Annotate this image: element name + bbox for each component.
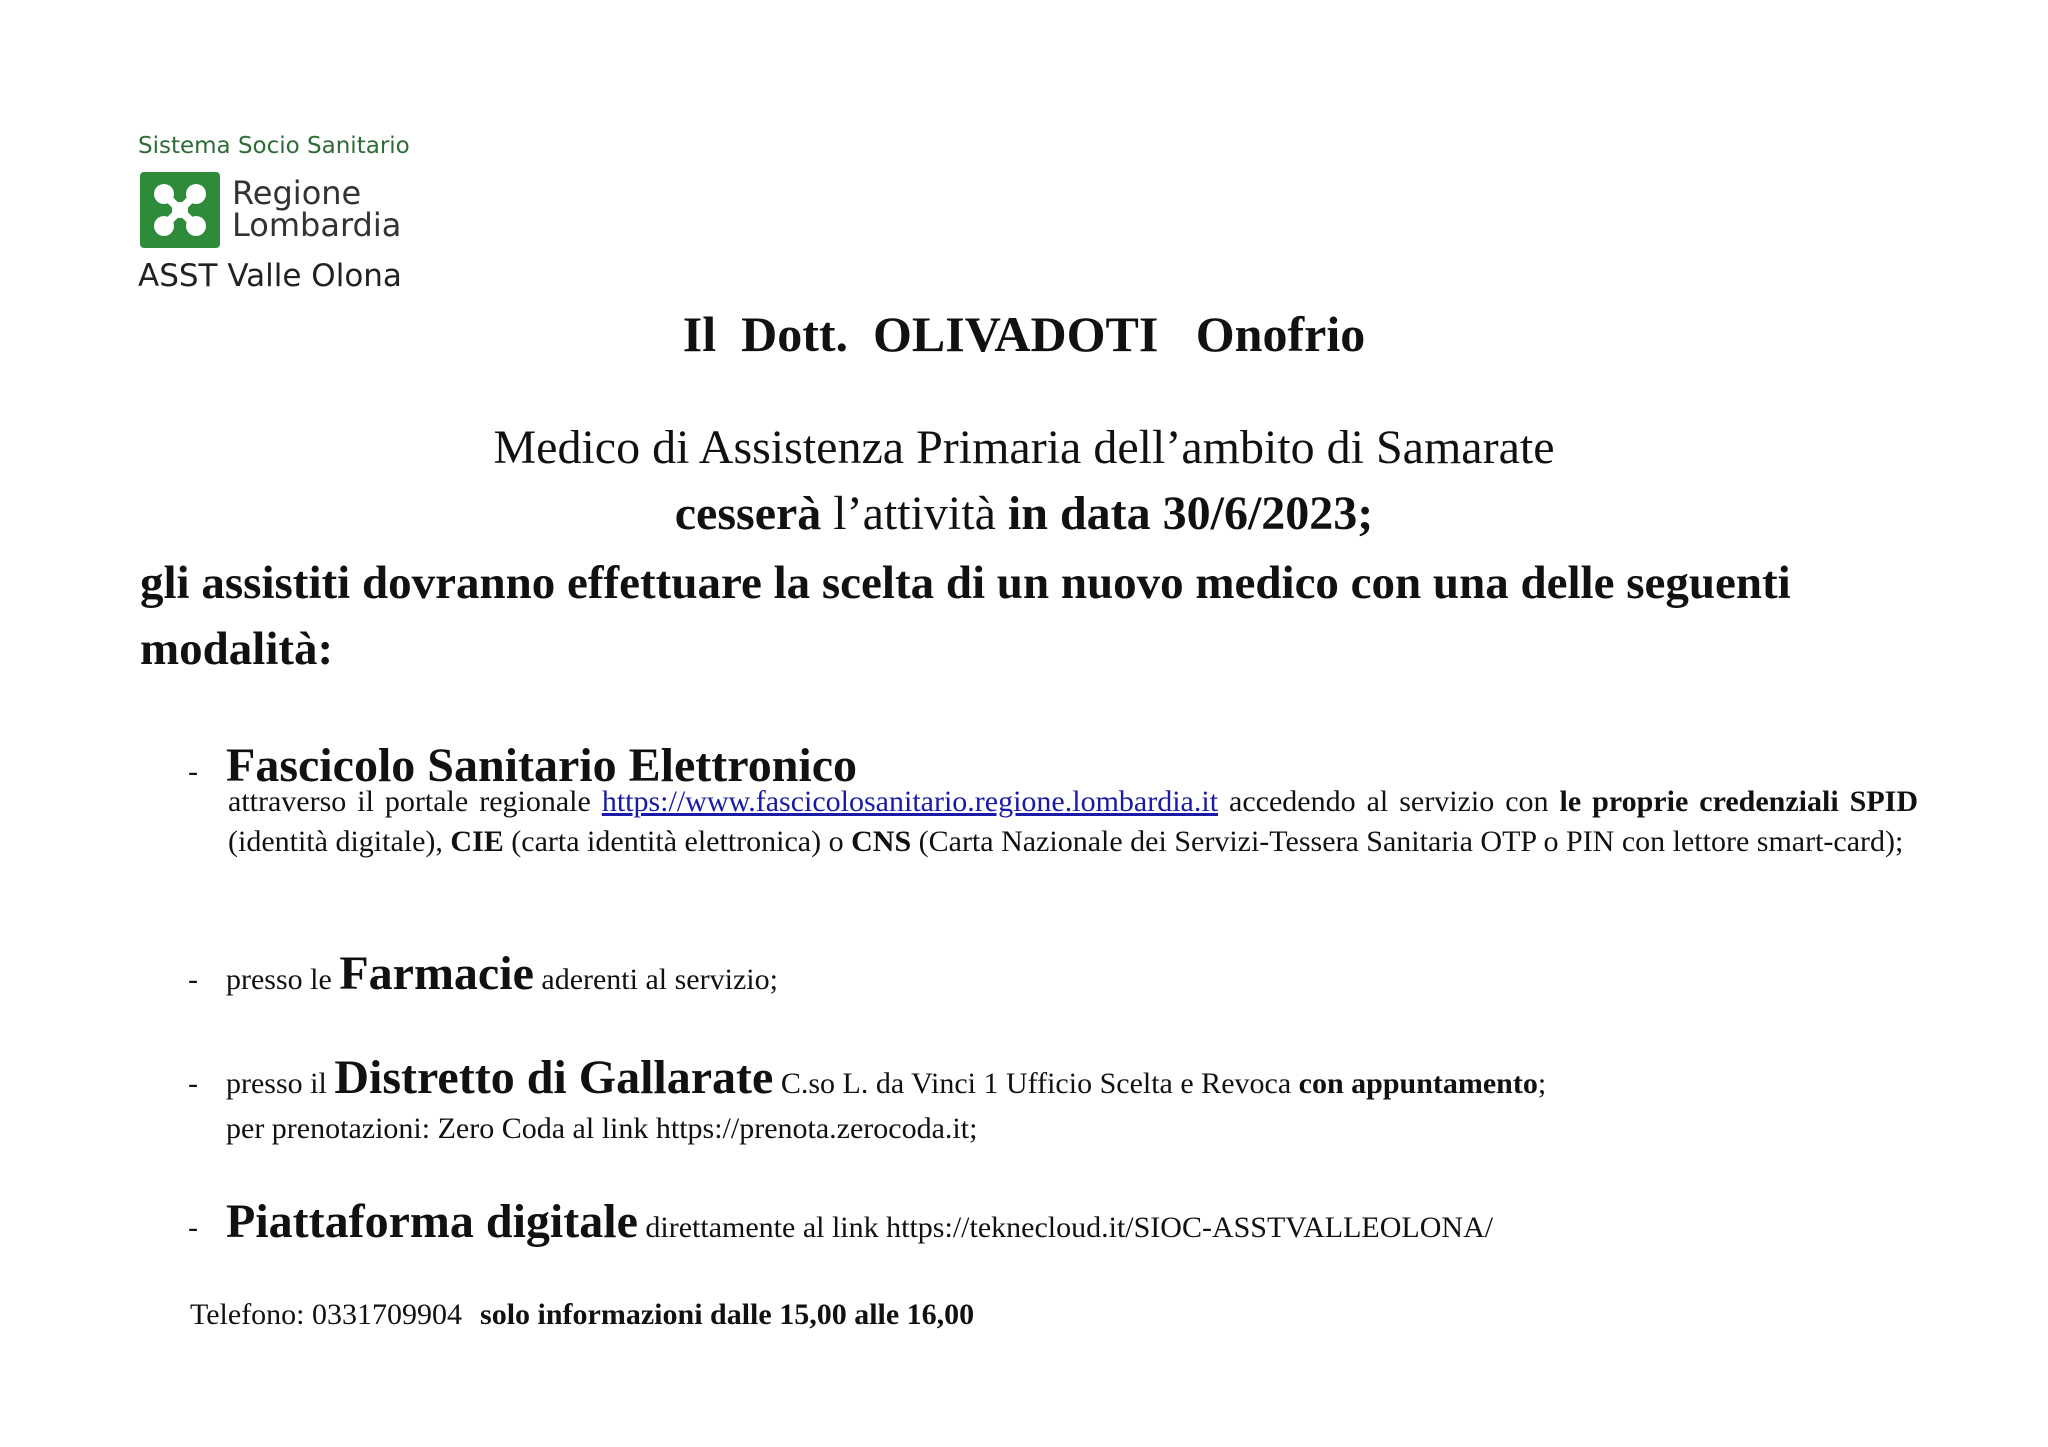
cessation-line (0, 486, 2048, 541)
farmacie-post: aderenti al servizio; (533, 963, 778, 996)
fse-portal-link[interactable]: https://www.fascicolosanitario.regione.lombardia.it (601, 785, 1219, 818)
bullet-dash: - (188, 1067, 198, 1100)
distretto-end: ; (1537, 1067, 1547, 1100)
farmacie-item (188, 946, 778, 1001)
bullet-dash: - (188, 1211, 198, 1244)
fse-heading: Fascicolo Sanitario Elettronico (226, 739, 858, 792)
logo-name-line2: Lombardia (232, 206, 402, 244)
piattaforma-item (188, 1194, 1493, 1249)
distretto-item (188, 1050, 1546, 1105)
fse-description (228, 782, 1918, 862)
regione-lombardia-logo-icon (140, 172, 220, 248)
fse-p4: (carta identità elettronica) o (503, 825, 852, 858)
footer-contact (190, 1298, 974, 1332)
footer-note: solo informazioni dalle 15,00 alle 16,00 (480, 1298, 975, 1331)
piattaforma-heading: Piattaforma digitale (226, 1195, 638, 1248)
fse-p1: attraverso il portale regionale (228, 785, 602, 818)
fse-b3: CNS (851, 825, 912, 858)
intro-text: gli assistiti dovranno effettuare la scelta di un nuovo medico con una delle seguenti modalità: (140, 557, 1791, 675)
page-title: Il Dott. OLIVADOTI Onofrio (682, 306, 1366, 362)
fse-p5: (Carta Nazionale dei Servizi-Tessera Sanitaria OTP o PIN con lettore smart-card); (911, 825, 1904, 858)
doctor-role: Medico di Assistenza Primaria dell’ambito di Samarate (493, 421, 1555, 474)
bullet-dash: - (188, 963, 198, 996)
cessation-date: in data 30/6/2023; (1007, 487, 1374, 540)
distretto-pre: presso il (226, 1067, 335, 1100)
logo-name (232, 174, 452, 244)
fse-b1: le proprie credenziali SPID (1559, 785, 1919, 818)
piattaforma-post: direttamente al link https://teknecloud.it/SIOC-ASSTVALLEOLONA/ (637, 1211, 1494, 1244)
distretto-heading: Distretto di Gallarate (334, 1051, 774, 1104)
cessation-mid: l’attività (821, 487, 1008, 540)
logo-asst: ASST Valle Olona (138, 258, 402, 294)
farmacie-pre: presso le (226, 963, 340, 996)
fse-p2: accedendo al servizio con (1218, 785, 1560, 818)
bullet-dash: - (188, 755, 198, 788)
logo-top-text: Sistema Socio Sanitario (138, 133, 410, 159)
footer-phone: Telefono: 0331709904 (190, 1298, 463, 1331)
fse-b2: CIE (450, 825, 504, 858)
farmacie-heading: Farmacie (339, 947, 534, 1000)
distretto-bold: con appuntamento (1298, 1067, 1538, 1100)
logo-name-line1: Regione (232, 174, 362, 212)
distretto-booking: per prenotazioni: Zero Coda al link https://prenota.zerocoda.it; (226, 1112, 978, 1145)
fse-p3: (identità digitale), (228, 825, 451, 858)
cessation-bold-1: cesserà (674, 487, 822, 540)
distretto-post: C.so L. da Vinci 1 Ufficio Scelta e Revoca (773, 1067, 1299, 1100)
